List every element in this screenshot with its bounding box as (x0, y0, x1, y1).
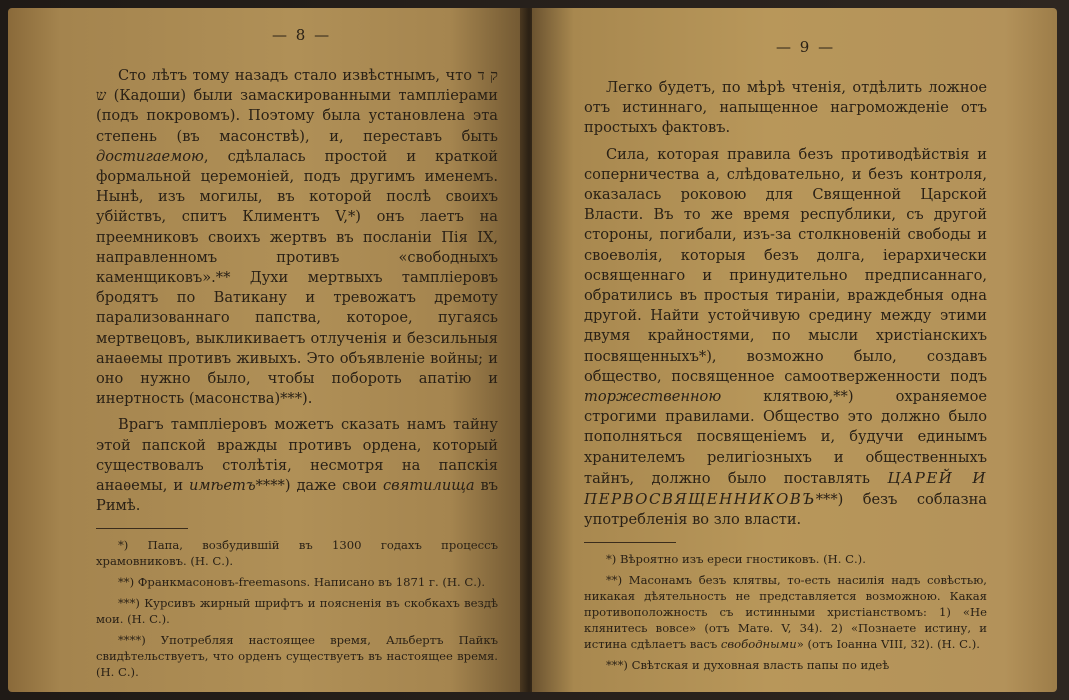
left-page-footnotes (96, 537, 498, 680)
paragraph (584, 78, 987, 139)
footnote (584, 551, 987, 567)
footnote (584, 572, 987, 652)
paragraph (96, 66, 498, 409)
text-run: **) Масонамъ безъ клятвы, то-есть насилія надъ совѣстью, никакая дѣятельность не представляется возможною. Какая противоположность съ истинными христіанствомъ: 1) «Не клянитесь вовсе» (отъ Матѳ. V, 34). 2) «Познаете истину, и истина сдѣлаетъ васъ (584, 573, 987, 652)
text-run: Легко будетъ, по мѣрѣ чтенія, отдѣлить ложное отъ истиннаго, напыщенное нагроможденіе отъ простыхъ фактовъ. (584, 79, 987, 137)
text-run: въ Римѣ. (96, 477, 499, 515)
italic-text: торжественною (584, 388, 722, 406)
italic-text: достигаемою (96, 147, 204, 165)
spaced-caps-text: ЦАРЕЙ И ПЕРВОСВЯЩЕННИКОВЪ (584, 468, 987, 509)
footnote-divider-left (96, 528, 188, 529)
text-run: Врагъ тампліеровъ можетъ сказать намъ тайну этой папской вражды противъ ордена, который существовалъ столѣтія, несмотря на папскія анаѳемы, и (96, 416, 498, 495)
paragraph (584, 145, 987, 531)
footnote-divider-right (584, 542, 676, 543)
footnote (96, 537, 498, 569)
page-number-left: — 8 — (272, 26, 332, 44)
footnote (96, 574, 498, 590)
text-run: клятвою,**) охраняемое строгими правилами. Общество это должно было пополняться посвященіемъ и, будучи единымъ хранителемъ религіозныхъ и общественныхъ тайнъ, должно было поставлять (584, 388, 987, 487)
text-run: **) Франкмасоновъ-freemasons. Написано въ 1871 г. (Н. С.). (118, 575, 486, 590)
left-page (8, 8, 528, 692)
text-run: ****) Употребляя настоящее время, Альбертъ Пайкъ свидѣтельствуетъ, что орденъ существуетъ въ настоящее время. (Н. С.). (96, 633, 498, 680)
text-run: *) Вѣроятно изъ ереси гностиковъ. (Н. С.). (606, 552, 866, 567)
left-page-body (96, 66, 498, 516)
right-page (532, 8, 1057, 692)
italic-text: свободными (720, 637, 797, 652)
right-page-footnotes (584, 551, 987, 673)
italic-text: имѣетъ (189, 477, 256, 495)
text-run: (Кадоши) были замаскированными тампліерами (подъ покровомъ). Поэтому была установлена эта степень (въ масонствѣ), и, переставъ быть (96, 87, 498, 145)
text-run: ****) даже свои (255, 477, 383, 495)
footnote (584, 657, 987, 673)
text-run: ***) Свѣтская и духовная власть папы по идеѣ (606, 658, 890, 673)
footnote (96, 595, 498, 627)
text-run: ***) Курсивъ жирный шрифтъ и поясненія въ скобкахъ вездѣ мои. (Н. С.). (96, 596, 498, 627)
italic-text: святилища (382, 477, 475, 495)
text-run: » (отъ Іоанна VIII, 32). (Н. С.). (796, 637, 980, 652)
text-run: , сдѣлалась простой и краткой формальной церемоніей, подъ другимъ именемъ. Нынѣ, изъ могилы, въ которой послѣ своихъ убійствъ, спитъ Климентъ V,*) онъ лаетъ на преемниковъ своихъ жертвъ въ посланіи Пія IX, направленномъ противъ «свободныхъ каменщиковъ».** Духи мертвыхъ тампліеровъ бродятъ по Ватикану и тревожатъ дремоту парализованнаго папства, которое, пугаясь мертвецовъ, выкликиваетъ отлученія и безсильныя анаѳемы противъ живыхъ. Это объявленіе войны; и оно нужно было, чтобы побороть апатію и инертность (масонства)***). (96, 147, 498, 408)
text-run: Сила, которая правила безъ противодѣйствія и соперничества а, слѣдовательно, и безъ контроля, оказалась роковою для Священной Царской Власти. Въ то же время республики, съ другой стороны, погибали, изъ-за столкновеній свободы и своеволія, которыя безъ долга, іерархически освященнаго и принудительно предписаннаго, обратились въ простыя тираніи, враждебныя одна другой. Найти устойчивую средину между этими двумя крайностями, по мысли христіанскихъ посвященныхъ*), возможно было, создавъ общество, посвященное самоотверженности подъ (584, 145, 987, 385)
text-run: Сто лѣтъ тому назадъ стало извѣстнымъ, что ק ד ש (96, 67, 498, 105)
paragraph (96, 415, 498, 516)
text-run: *) Папа, возбудившій въ 1300 годахъ процессъ храмовниковъ. (Н. С.). (96, 538, 498, 569)
text-run: ***) безъ соблазна употребленія во зло власти. (584, 491, 987, 529)
right-page-body (584, 78, 987, 530)
footnote (96, 632, 498, 680)
page-number-right: — 9 — (776, 38, 836, 56)
